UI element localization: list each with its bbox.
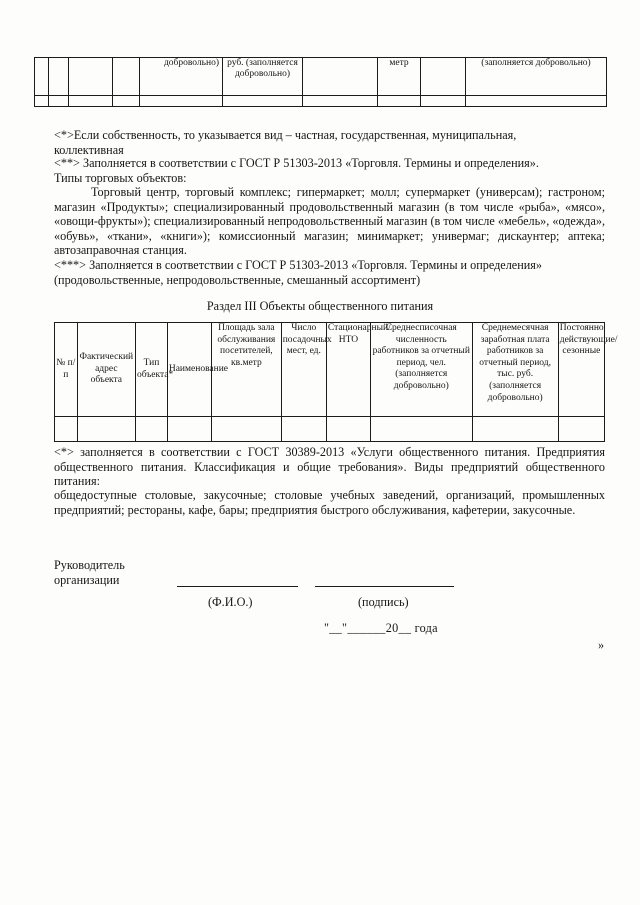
fio-label: (Ф.И.О.)	[208, 595, 253, 609]
footnote-1: <*>Если собственность, то указывается вид – частная, государственная, муниципальная, коллективная	[54, 128, 517, 157]
header-name: Наименование	[167, 323, 211, 417]
food-types-list: общедоступные столовые, закусочные; столовые учебных заведений, организаций, промышленных предприятий; рестораны, кафе, бары; предприятия быстрого обслуживания, кафетерии, закусочные.	[54, 488, 605, 517]
footnote-3: <***> Заполняется в соответствии с ГОСТ Р 51303-2013 «Торговля. Термины и определения» (продовольственные, непродовольственные, смешанный ассортимент)	[54, 258, 542, 287]
header-permanent: Постоянно действующие/ сезонные	[558, 323, 604, 417]
table-header-row	[55, 323, 605, 417]
signatory-role: Руководитель организации	[54, 558, 125, 587]
header-stationary: Стационарный/ НТО	[326, 323, 370, 417]
food-objects-table	[54, 322, 618, 442]
table-cell: метр	[378, 58, 421, 96]
header-number: № п/п	[55, 323, 78, 417]
closing-quote: »	[598, 638, 605, 652]
header-address: Фактический адрес объекта	[77, 323, 135, 417]
signature-label: (подпись)	[358, 595, 409, 609]
table-row	[35, 96, 607, 107]
header-type: Тип объекта*	[136, 323, 168, 417]
header-seats: Число посадочных мест, ед.	[281, 323, 326, 417]
header-salary: Среднемесячная заработная плата работников за отчетный период, тыс. руб. (заполняется добровольно)	[472, 323, 558, 417]
types-list: Торговый центр, торговый комплекс; гипермаркет; молл; супермаркет (универсам); гастроном; магазин «Продукты»; специализированный продовольственный магазин (в том числе «рыба», «мясо», «овощи-фрукты»); специализированный непродовольственный магазин (в том числе «мебель», «одежда», «обувь», «ткани», «книги»); комиссионный магазин; минимаркет; универмаг; дискаунтер; аптека; автозаправочная станция.	[54, 185, 605, 258]
header-headcount: Среднесписочная численность работников за отчетный период, чел. (заполняется добровольно)	[370, 323, 472, 417]
table-cell: добровольно)	[140, 58, 223, 96]
signature-line	[315, 586, 454, 587]
table-row	[55, 417, 605, 442]
date-line: "__"______20__ года	[324, 621, 438, 635]
fio-line	[177, 586, 298, 587]
section3-footnote: <*> заполняется в соответствии с ГОСТ 30389-2013 «Услуги общественного питания. Предприятия общественного питания. Классификация и общие требования». Виды предприятий общественного питания:	[54, 445, 605, 489]
header-area: Площадь зала обслуживания посетителей, кв.метр	[211, 323, 281, 417]
table-cell: руб. (заполняется добровольно)	[223, 58, 303, 96]
top-table	[34, 57, 607, 107]
types-heading: Типы торговых объектов:	[54, 171, 187, 185]
footnote-2: <**> Заполняется в соответствии с ГОСТ Р 51303-2013 «Торговля. Термины и определения».	[54, 156, 539, 170]
section-title: Раздел III Объекты общественного питания	[206, 299, 434, 313]
table-cell: (заполняется добровольно)	[466, 58, 607, 96]
table-row	[35, 58, 607, 96]
